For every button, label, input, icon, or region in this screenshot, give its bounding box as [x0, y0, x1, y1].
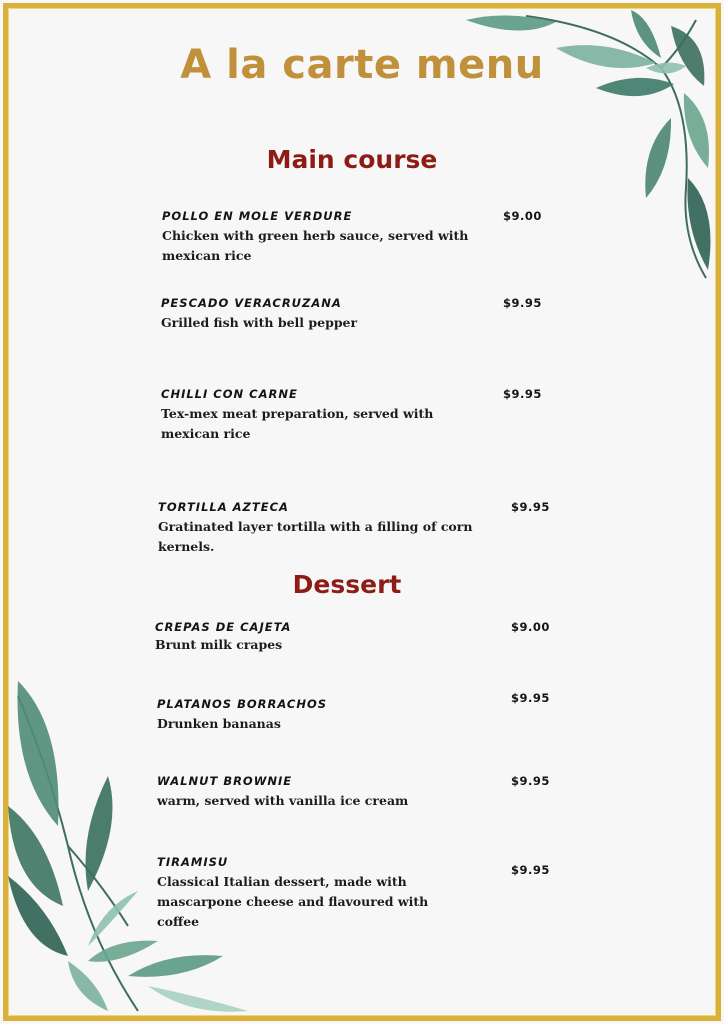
item-name: TIRAMISU — [157, 855, 229, 869]
item-price: $9.95 — [511, 863, 550, 877]
item-price: $9.00 — [511, 620, 550, 634]
item-description: Classical Italian dessert, made with mascarpone cheese and flavoured with coffee — [157, 874, 429, 929]
item-description: Tex-mex meat preparation, served with mexican rice — [161, 406, 434, 441]
menu-title: A la carte menu — [180, 42, 544, 88]
menu-item — [161, 295, 561, 333]
item-price: $9.95 — [511, 774, 550, 788]
item-name: TORTILLA AZTECA — [158, 500, 289, 514]
menu-item — [157, 696, 557, 734]
menu-item — [162, 208, 562, 266]
item-description: Brunt milk crapes — [155, 637, 283, 652]
item-price: $9.95 — [511, 691, 550, 705]
menu-item — [155, 619, 555, 655]
item-name: CHILLI CON CARNE — [161, 387, 298, 401]
item-price: $9.95 — [503, 387, 542, 401]
menu-item — [161, 386, 561, 444]
item-price: $9.00 — [503, 209, 542, 223]
item-description: warm, served with vanilla ice cream — [157, 793, 409, 808]
item-description: Drunken bananas — [157, 716, 281, 731]
section-title-main-course: Main course — [266, 145, 438, 174]
section-title-dessert: Dessert — [292, 570, 402, 599]
menu-item — [157, 773, 557, 811]
item-price: $9.95 — [511, 500, 550, 514]
item-name: PLATANOS BORRACHOS — [157, 697, 328, 711]
menu-item — [158, 499, 558, 557]
item-name: PESCADO VERACRUZANA — [161, 296, 342, 310]
menu-item — [157, 854, 557, 932]
item-name: CREPAS DE CAJETA — [155, 620, 292, 634]
item-description: Gratinated layer tortilla with a filling of corn kernels. — [158, 519, 473, 554]
item-description: Chicken with green herb sauce, served with mexican rice — [162, 228, 469, 263]
item-name: POLLO EN MOLE VERDURE — [162, 209, 353, 223]
item-name: WALNUT BROWNIE — [157, 774, 293, 788]
item-price: $9.95 — [503, 296, 542, 310]
item-description: Grilled fish with bell pepper — [161, 315, 358, 330]
